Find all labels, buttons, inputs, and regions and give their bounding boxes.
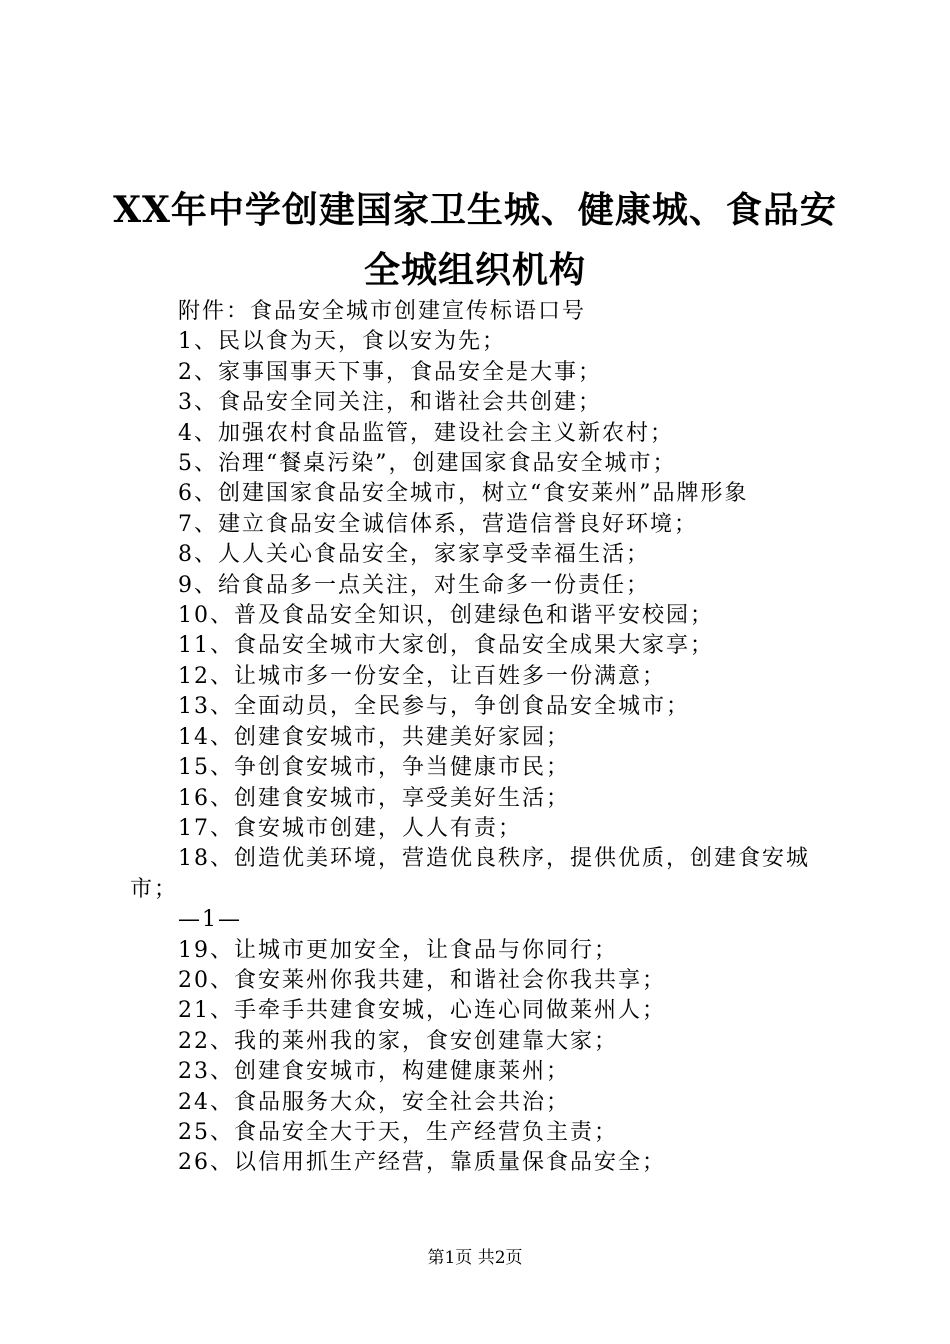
slogan-line: 11、食品安全城市大家创，食品安全成果大家享；	[178, 633, 714, 659]
slogan-line: 17、食安城市创建，人人有责；	[178, 815, 522, 841]
slogan-line: 26、以信用抓生产经营，靠质量保食品安全；	[178, 1150, 666, 1176]
slogan-line: 6、创建国家食品安全城市，树立“食安莱州”品牌形象	[178, 481, 749, 507]
slogan-line: 22、我的莱州我的家，食安创建靠大家；	[178, 1028, 618, 1054]
slogan-line: 7、建立食品安全诚信体系，营造信誉良好环境；	[178, 511, 698, 537]
slogan-line: 9、给食品多一点关注，对生命多一份责任；	[178, 572, 650, 598]
slogan-line: 4、加强农村食品监管，建设社会主义新农村；	[178, 420, 674, 446]
slogan-line: 16、创建食安城市，享受美好生活；	[178, 785, 570, 811]
page-footer: 第1页 共2页	[427, 1248, 523, 1268]
document-title-line-2: 全城组织机构	[363, 249, 586, 291]
slogan-line: 3、食品安全同关注，和谐社会共创建；	[178, 390, 602, 416]
slogan-line: 19、让城市更加安全，让食品与你同行；	[178, 937, 618, 963]
inline-page-number: —1—	[178, 907, 242, 933]
slogan-line: 14、创建食安城市，共建美好家园；	[178, 724, 570, 750]
slogan-line: 1、民以食为天，食以安为先；	[178, 329, 506, 355]
attachment-heading: 附件：食品安全城市创建宣传标语口号	[178, 299, 587, 324]
slogan-line: 24、食品服务大众，安全社会共治；	[178, 1089, 570, 1115]
slogan-line: 8、人人关心食品安全，家家享受幸福生活；	[178, 542, 650, 568]
document-title-line-1: XX年中学创建国家卫生城、健康城、食品安	[113, 189, 837, 231]
slogan-line: 20、食安莱州你我共建，和谐社会你我共享；	[178, 967, 666, 993]
slogan-line: 15、争创食安城市，争当健康市民；	[178, 755, 570, 781]
slogan-line: 12、让城市多一份安全，让百姓多一份满意；	[178, 663, 666, 689]
slogan-line: 23、创建食安城市，构建健康莱州；	[178, 1059, 570, 1085]
slogan-line: 18、创造优美环境，营造优良秩序，提供优质，创建食安城市；	[130, 846, 810, 902]
slogan-line: 21、手牵手共建食安城，心连心同做莱州人；	[178, 998, 666, 1024]
document-body	[130, 297, 835, 1179]
slogan-line: 25、食品安全大于天，生产经营负主责；	[178, 1119, 618, 1145]
slogan-line: 10、普及食品安全知识，创建绿色和谐平安校园；	[178, 603, 714, 629]
slogan-line: 5、治理“餐桌污染”，创建国家食品安全城市；	[178, 451, 677, 477]
slogan-line: 13、全面动员，全民参与，争创食品安全城市；	[178, 694, 690, 720]
slogan-line: 2、家事国事天下事，食品安全是大事；	[178, 359, 602, 385]
